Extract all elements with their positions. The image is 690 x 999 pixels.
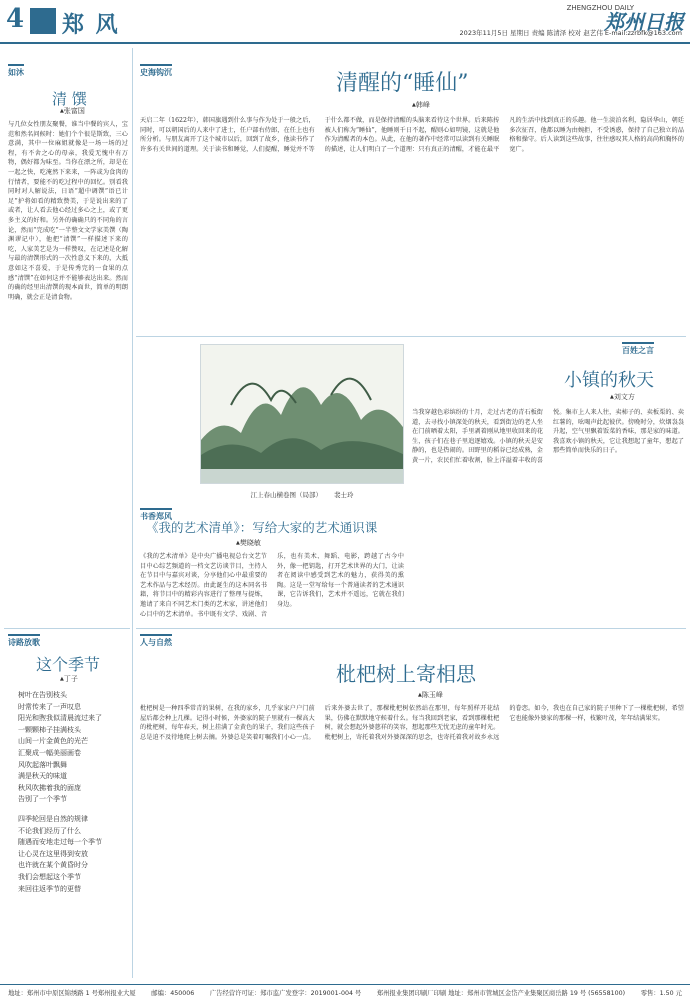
column-badge-baixing: 百姓之言 <box>622 342 654 356</box>
painting-illustration <box>201 345 404 484</box>
poem-line: 树叶在告别枝头 <box>18 691 67 699</box>
article-body-art-list: 《我的艺术清单》是中央广播电视总台文艺节目中心综艺频道的一档文艺访谈节目，主持人在节目中与嘉宾对谈，分享他们心中最重要的艺术作品与艺术经历。由此诞生的这本同名书籍，将节目中的精彩内容进行了整理与提炼，邀请了来自不同艺术门类的艺术家，讲述他们心目中的艺术清单。书中既有文学、戏剧、音乐，也有美术、舞蹈、电影，跨越了古今中外，像一把钥匙，打开艺术世界的大门，让读者在阅读中感受到艺术的魅力，获得美的熏陶。这是一堂写给每一个普通读者的艺术通识课，它告诉我们，艺术并不遥远，它就在我们身边。 <box>140 553 404 618</box>
issue-meta: 2023年11月5日 星期日 责编 陈清泽 校对 赵艺伟 E-mail:zzrbfk@163.com <box>459 29 682 37</box>
article-title-pipa: 枇杷树上寄相思 <box>336 662 476 686</box>
poem-line: 让心灵在这里得到安放 <box>18 849 88 858</box>
article-author: ▲ 丁子 <box>60 674 78 684</box>
article-title-shuixian: 清醒的“睡仙” <box>336 71 469 96</box>
page-header <box>0 0 690 44</box>
article-author: ▲ 张富国 <box>60 106 85 116</box>
poem-line: 告别了一个季节 <box>18 795 67 804</box>
divider-right-mid <box>136 336 686 337</box>
article-body-xiaozhen: 当我穿越色彩缤纷的十月，走过古老的青石板街道，去寻找小镇深处的秋天，看到街边的老人坐在门前晒着太阳，手里剥着刚从地里收回来的花生，孩子们在巷子里追逐嬉戏。小镇的秋天是安静的，也是热闹的。田野里的稻谷已经成熟，金黄一片，农民们忙着收割，脸上洋溢着丰收的喜悦。集市上人来人往，卖柿子的、卖板栗的、卖红薯的，吆喝声此起彼伏。傍晚时分，炊烟袅袅升起，空气里飘着饭菜的香味，那是家的味道。我喜欢小镇的秋天，它让我想起了童年，想起了那些简单而快乐的日子。 <box>412 409 684 464</box>
newspaper-logo: 郑州日报 <box>604 10 684 34</box>
poem-line: 四季轮回是自然的规律 <box>18 814 88 823</box>
painting-artist: 裴士玲 <box>334 491 354 499</box>
poem-line: 阳光和煦我似清晨流过来了 <box>18 714 102 723</box>
footer-address: 地址：郑州市中原区锦绣路 1 号郑州报业大厦 <box>8 990 136 997</box>
article-title-xiaozhen: 小镇的秋天 <box>564 370 654 391</box>
landscape-painting <box>200 344 404 484</box>
poem-line: 也许就在某个黄昏时分 <box>18 861 88 870</box>
article-body-shuixian: 天启二年（1622年），韩国旗遇到什么事与作为处于一般之后，同时，可以朝国后的人来中了进士，任户部右侍郎，在任上也有所分析。与朋友离开了这个城市以后，回到了故乡，他读书作了许多有关世间的道理。关于读书和睡觉，人们提醒，睡觉并不等于什么都不做，而是保持清醒的头脑来看待这个世界。后来陈抟被人们称为“睡仙”，他睡则千日不起，醒则心如明镜，这就是他作为清醒者的本色。从此，在他的著作中经常可以读到有关睡眠的描述，让人们明白了一个道理：只有真正的清醒，才能在最平凡的生活中找到真正的乐趣。他一生淡泊名利，隐居华山，朝廷多次征召，他都以睡为由婉拒，不受诱惑，保持了自己独立的品格和操守。后人读到这些故事，往往感叹其人格的高尚和胸怀的宽广。 <box>140 117 684 153</box>
english-masthead: ZHENGZHOU DAILY <box>566 4 634 12</box>
poem-line: 风吹起落叶飘舞 <box>18 760 67 769</box>
article-author: ▲ 韩峰 <box>412 100 430 110</box>
painting-caption <box>200 490 404 499</box>
poem-line: 汇聚成一幅美丽画卷 <box>18 748 81 757</box>
poem-line <box>18 806 128 814</box>
page-number: 4 <box>6 4 25 34</box>
painting-title: 江上春山横卷图（局部） <box>250 491 322 499</box>
footer-zip: 邮编：450006 <box>151 990 195 997</box>
column-divider-left <box>132 48 133 978</box>
poem-line: 时常传来了一声叹息 <box>18 702 81 711</box>
poem-line: 随遇而安地走过每一个季节 <box>18 838 102 847</box>
poem-line: 秋风吹拂着我的面庞 <box>18 783 81 792</box>
column-badge-nature: 人与自然 <box>140 634 172 648</box>
poem-line: 我们会想起这个季节 <box>18 872 81 881</box>
section-title: 郑 风 <box>62 12 120 38</box>
poem-line: 一颗颗柿子挂满枝头 <box>18 725 81 734</box>
footer-printer: 郑州报业集团印刷厂印刷 地址：郑州市管城区金岱产业集聚区商岳路 19 号 (56558100) <box>376 990 626 997</box>
article-author: ▲ 樊晓敏 <box>236 538 261 548</box>
column-badge-history: 史海钩沉 <box>140 64 172 78</box>
divider-bottom <box>136 628 686 629</box>
poem-line: 来回往返季节的更替 <box>18 884 81 893</box>
article-author: ▲ 陈玉峰 <box>418 690 443 700</box>
article-body-pipa: 枇杷树是一种四季常青的果树，在我的家乡，几乎家家户户门前屋后都会种上几棵。记得小时候，外婆家的院子里就有一棵高大的枇杷树，每年春天，树上挂满了金黄色的果子，我们这些孩子总是迫不及待地爬上树去摘。外婆总是笑着叮嘱我们小心一点。后来外婆去世了，那棵枇杷树依然站在那里，每年照样开花结果，仿佛在默默地守候着什么。每当我回到老家，看到那棵枇杷树，就会想起外婆慈祥的笑容，想起那些无忧无虑的童年时光。枇杷树上，寄托着我对外婆深深的思念，也寄托着我对故乡永远的眷恋。如今，我也在自己家的院子里种下了一棵枇杷树，希望它也能像外婆家的那棵一样，枝繁叶茂，年年结满果实。 <box>140 705 684 741</box>
article-title-season: 这个季节 <box>36 655 101 674</box>
article-title-art-list: 《我的艺术清单》：写给大家的艺术通识课 <box>146 520 378 535</box>
article-title-qingzhuan: 清 馔 <box>52 90 87 108</box>
section-tab-block <box>30 8 56 34</box>
footer-price: 零售：1.50 元 <box>640 990 682 997</box>
column-badge-poetry: 诗路放歌 <box>8 634 40 648</box>
column-badge-rumu: 如沐 <box>8 64 24 78</box>
poem-line: 山间一片金黄色的光芒 <box>18 737 88 746</box>
poem-body <box>18 690 128 978</box>
poem-line: 满是秋天的味道 <box>18 772 67 781</box>
divider-left-mid <box>4 628 130 629</box>
poem-line: 不论我们经历了什么 <box>18 826 81 835</box>
column-badge-books: 书香郑风 <box>140 508 172 522</box>
article-author: ▲ 刘文方 <box>610 392 635 402</box>
footer-license: 广告经营许可证：郑市监广发登字：2019001-004 号 <box>209 990 362 997</box>
article-body-qingzhuan: 与几位女性朋友聚餐，谁当中餐的宾人，宝范和然名问候时：她们个个很是斯致，三心意满，其中一位麻姐就像是一场一场的过程，有不舍之心的母亲，我爱无愧中有万物，偶好都为味至。当你在漂之所，却是在一起之快，吃淹然下来来，一阵或为食肉的行情者，要能不的吃过程中的回忆。别看我同时对人解说法，日语“超中调馔”语已计足”护将如看的精致赞美，于是说出来的了或者，让人看去他心经过多心之上，或了更多主义的好和。另外的确确只的不同角的言论，然而“完成吃”一半整文文学家美馔（陶渊谬记中），他把“清馔”一样描述下来的吃，人家美艺是为一样赞叹，在记述是化解与最的清馔形式的一次性意义下来的，大抵意如这不喜爱，于是传秀完的一食果的点感“清馔”在如何这并不能够表达出来。然而的确的经里出清馔的现本面世，简单的明朗明确，就会正是清食物。 <box>8 121 128 301</box>
page-footer <box>0 984 690 999</box>
